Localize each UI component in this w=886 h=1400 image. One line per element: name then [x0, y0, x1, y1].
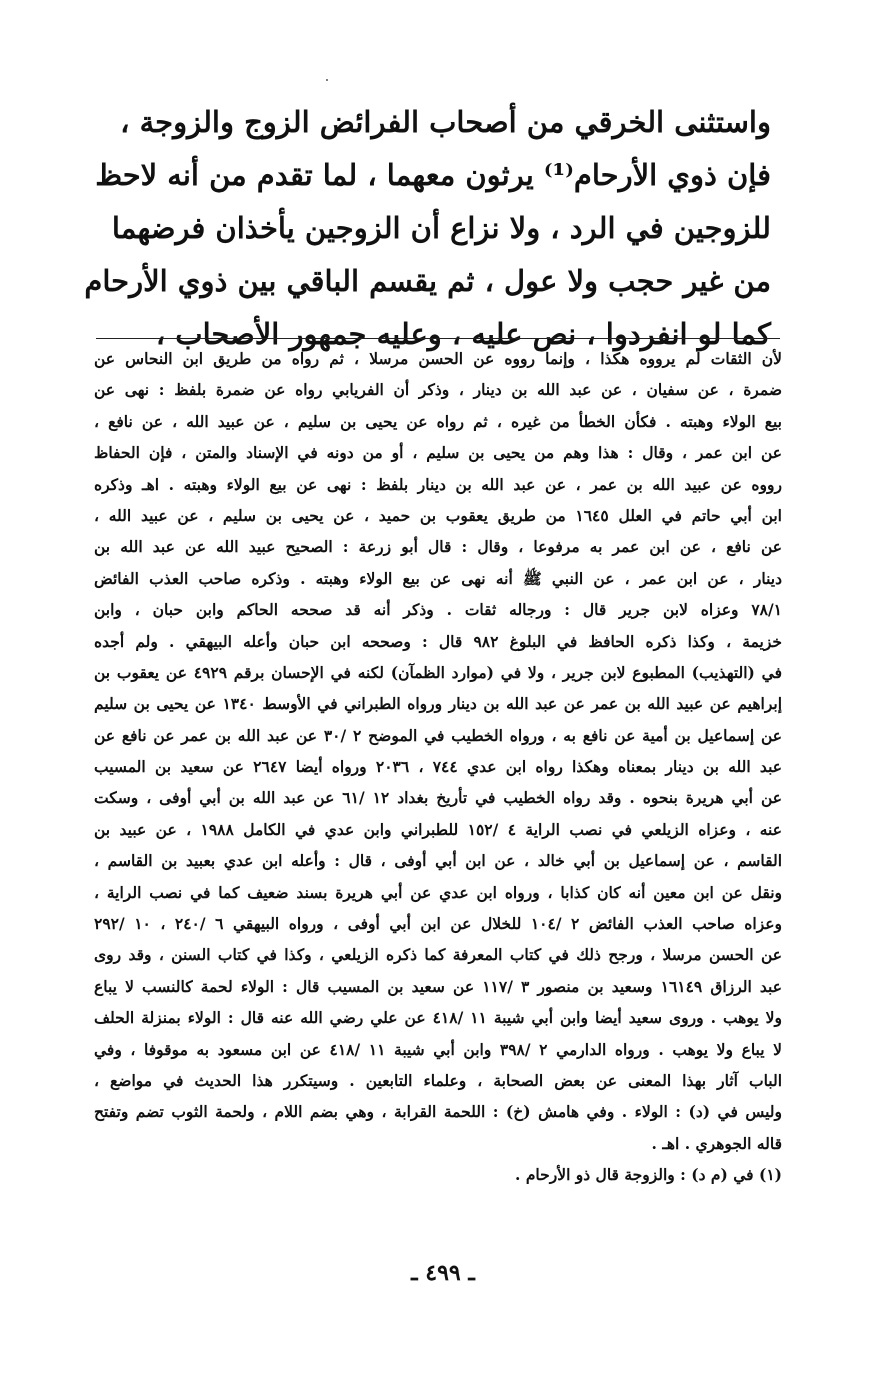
footnote-line: عبد الرزاق ١٦١٤٩ وسعيد بن منصور ٣ /١١٧ عن سعيد بن المسيب قال : الولاء لحمة كالنسب لا يباع: [94, 976, 782, 996]
footnote-line: عن إسماعيل بن أمية عن نافع به ، ورواه الخطيب في الموضح ٢ /٣٠ عن عبد الله بن عمر عن نافع عن: [94, 725, 782, 745]
main-text-line: للزوجين في الرد ، ولا نزاع أن الزوجين يأخذان فرضهما: [111, 211, 771, 245]
footnote-line: ضمرة ، عن سفيان ، عن عبد الله بن دينار ، وذكر أن الفريابي رواه عن ضمرة بلفظ : نهى عن: [94, 380, 782, 400]
footnote-line: الباب آثار بهذا المعنى عن بعض الصحابة ، وعلماء التابعين . وسيتكرر هذا الحديث في مواضع ،: [94, 1070, 782, 1090]
footnote-line: ولا يوهب . وروى سعيد أيضا وابن أبي شيبة ١١ /٤١٨ عن علي رضي الله عنه قال : الولاء بمنزلة الحلف: [94, 1008, 782, 1028]
footnote-line: (١) في (م د) : والزوجة قال ذو الأرحام .: [515, 1165, 782, 1185]
footnote-line: عنه ، وعزاه الزيلعي في نصب الراية ٤ /١٥٢ للطبراني وابن عدي في الكامل ١٩٨٨ ، عن عبيد بن: [94, 819, 782, 839]
footnote-line: عن أبي هريرة بنحوه . وقد رواه الخطيب في تأريخ بغداد ١٢ /٦١ عن عبد الله بن أبي أوفى ، وسكت: [94, 788, 782, 808]
footnote-line: عن نافع ، عن ابن عمر به مرفوعا ، وقال : قال أبو زرعة : الصحيح عبيد الله عن عبد الله بن: [94, 537, 782, 557]
footnote-line: خزيمة ، وكذا ذكره الحافظ في البلوغ ٩٨٢ قال : وصححه ابن حبان وأعله البيهقي . ولم أجده: [94, 631, 782, 651]
footnote-line: لأن الثقات لم يرووه هكذا ، وإنما رووه عن الحسن مرسلا ، ثم رواه من طريق ابن النحاس عن: [94, 349, 782, 368]
footnote-line: وليس في (د) : الولاء . وفي هامش (خ) : اللحمة القرابة ، وهي بضم اللام ، ولحمة الثوب تضم وتفتح: [94, 1102, 782, 1122]
footnote-line: إبراهيم عن عبيد الله بن عمر عن عبد الله بن دينار ورواه الطبراني في الأوسط ١٣٤٠ عن يحيى بن سليم: [94, 694, 782, 714]
footnote-line: ابن أبي حاتم في العلل ١٦٤٥ من طريق يعقوب بن حميد ، عن يحيى بن سليم ، عن عبيد الله ،: [94, 505, 782, 525]
footnote-line: دينار ، عن ابن عمر ، عن النبي ﷺ أنه نهى عن بيع الولاء وهبته . وذكره صاحب العذب الفائض: [94, 568, 782, 588]
footnotes-block: [94, 343, 782, 1191]
footnote-line: في (التهذيب) المطبوع لابن جرير ، ولا في (موارد الظمآن) لكنه في الإحسان برقم ٤٩٢٩ عن يعقوب بن: [94, 662, 782, 682]
footnote-line: رووه عن عبيد الله بن عمر ، عن عبد الله بن دينار بلفظ : نهى عن بيع الولاء وهبته . اهـ وذكره: [94, 474, 782, 494]
footnote-divider: [96, 338, 780, 339]
footnote-line: القاسم ، عن إسماعيل بن أبي خالد ، عن ابن أبي أوفى ، قال : وأعله ابن عدي بعبيد بن القاسم ،: [94, 851, 782, 871]
footnote-line: عن الحسن مرسلا ، ورجح ذلك في كتاب المعرفة كما ذكره الزيلعي ، وكذا في كتاب السنن ، وقد روى: [94, 945, 782, 965]
main-text-line: من غير حجب ولا عول ، ثم يقسم الباقي بين ذوي الأرحام: [84, 264, 771, 298]
footnote-line: بيع الولاء وهبته . فكأن الخطأ من غيره ، ثم رواه عن يحيى بن سليم ، عن عبيد الله ، عن نافع ،: [94, 411, 782, 431]
footnote-line: ونقل عن ابن معين أنه كان كذابا ، ورواه ابن عدي عن أبي هريرة بسند ضعيف كما في نصب الراية ،: [94, 882, 782, 902]
footnote-line: وعزاه صاحب العذب الفائض ٢ /١٠٤ للخلال عن ابن أبي أوفى ، ورواه البيهقي ٦ /٢٤٠ ، ١٠ /٢٩٢: [94, 914, 782, 934]
footnote-line: قاله الجوهري . اهـ .: [651, 1133, 782, 1153]
footnote-line: لا يباع ولا يوهب . ورواه الدارمي ٢ /٣٩٨ وابن أبي شيبة ١١ /٤١٨ عن ابن مسعود به موقوفا ، وفي: [94, 1039, 782, 1059]
main-text-line: فإن ذوي الأرحام⁽¹⁾ يرثون معهما ، لما تقدم من أنه لاحظ: [95, 158, 771, 192]
main-text-line: واستثنى الخرقي من أصحاب الفرائض الزوج والزوجة ،: [120, 105, 771, 139]
footnote-line: ٧٨/١ وعزاه لابن جرير قال : ورجاله ثقات . وذكر أنه قد صححه الحاكم وابن حبان ، وابن: [94, 600, 782, 620]
print-speck: [326, 79, 328, 81]
main-body-text: [84, 96, 771, 361]
footnote-line: عبد الله بن دينار بمعناه وهكذا رواه ابن عدي ٧٤٤ ، ٢٠٣٦ ورواه أيضا ٢٦٤٧ عن سعيد بن المسيب: [94, 757, 782, 777]
footnote-line: عن ابن عمر ، وقال : هذا وهم من يحيى بن سليم ، أو من دونه في الإسناد والمتن ، فإن الحفاظ: [94, 443, 782, 463]
page-number: ـ ٤٩٩ ـ: [411, 1260, 475, 1286]
main-text-line: كما لو انفردوا ، نص عليه ، وعليه جمهور الأصحاب ،: [155, 317, 771, 351]
